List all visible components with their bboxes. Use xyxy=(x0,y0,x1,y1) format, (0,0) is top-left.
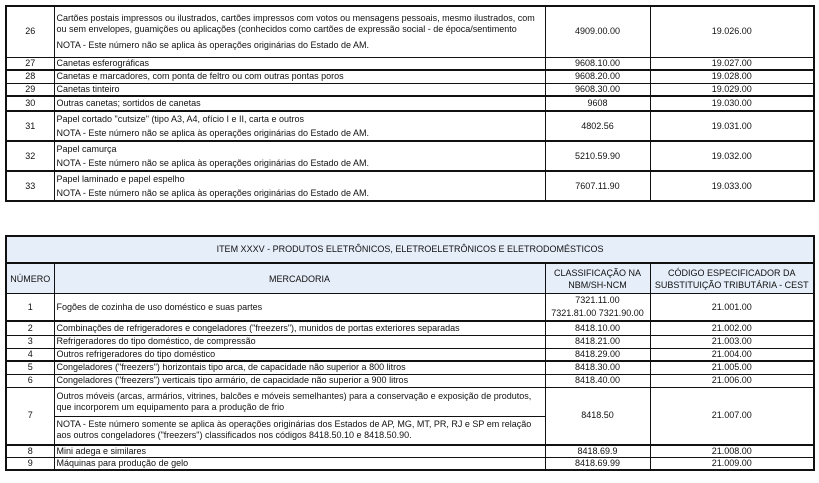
table-row xyxy=(6,70,814,83)
nota-text: NOTA - Este número somente se aplica às operações originárias dos Estados de AP, MG, MT, PR, RJ e SP em relação aos outros congeladores ("freezers") classificados nos códigos 8418.50.10 e 8418.50.90. xyxy=(55,416,545,441)
table-row xyxy=(6,141,814,171)
mercadoria-cell: Máquinas para produção de gelo xyxy=(54,458,545,471)
table-row xyxy=(6,6,814,57)
cest-cell: 21.005.00 xyxy=(650,361,814,374)
ncm-cell: 9608.20.00 xyxy=(545,70,650,83)
mercadoria-cell: Outros refrigeradores do tipo doméstico xyxy=(54,348,545,361)
cest-cell: 19.030.00 xyxy=(650,96,814,111)
mercadoria-cell xyxy=(54,171,545,201)
table-row xyxy=(6,445,814,458)
ncm-cell: 8418.69.9 xyxy=(545,445,650,458)
mercadoria-text: Outros móveis (arcas, armários, vitrines, balcões e móveis semelhantes) para a conservação e exposição de produtos, que incorporem um equipamento para a produção de frio xyxy=(56,390,532,412)
mercadoria-cell: Outras canetas; sortidos de canetas xyxy=(54,96,545,111)
cest-cell: 21.002.00 xyxy=(650,321,814,335)
numero-cell: 5 xyxy=(6,361,54,374)
table-title: ITEM XXXV - PRODUTOS ELETRÔNICOS, ELETROELETRÔNICOS E ELETRODOMÉSTICOS xyxy=(6,236,814,263)
mercadoria-text: Papel laminado e papel espelho xyxy=(56,174,185,184)
numero-cell: 27 xyxy=(6,57,54,70)
table-row xyxy=(6,458,814,471)
table-row xyxy=(6,96,814,111)
ncm-cell: 9608.10.00 xyxy=(545,57,650,70)
cest-cell: 19.032.00 xyxy=(650,141,814,171)
header-mercadoria: MERCADORIA xyxy=(54,263,545,294)
table-row xyxy=(6,321,814,335)
mercadoria-cell xyxy=(54,6,545,57)
mercadoria-text: Cartões postais impressos ou ilustrados, cartões impressos com votos ou mensagens pessoais, mesmo ilustrados, com ou sem envelopes, guamições ou aplicações (conhecidos como cartões de expressão social - de época/sentimento xyxy=(56,12,535,34)
cest-cell: 19.027.00 xyxy=(650,57,814,70)
table-row xyxy=(6,83,814,96)
mercadoria-cell xyxy=(54,111,545,141)
nota-text: NOTA - Este número não se aplica às operações originárias do Estado de AM. xyxy=(56,158,369,168)
numero-cell: 2 xyxy=(6,321,54,335)
cest-cell: 21.003.00 xyxy=(650,335,814,348)
cest-cell: 21.006.00 xyxy=(650,374,814,387)
table-title-row xyxy=(6,236,814,263)
numero-cell: 3 xyxy=(6,335,54,348)
nota-text: NOTA - Este número não se aplica às operações originárias do Estado de AM. xyxy=(56,128,369,138)
ncm-cell: 5210.59.90 xyxy=(545,141,650,171)
mercadoria-text: Papel camurça xyxy=(56,144,117,154)
numero-cell: 31 xyxy=(6,111,54,141)
cest-cell: 19.031.00 xyxy=(650,111,814,141)
numero-cell: 1 xyxy=(6,294,54,322)
numero-cell: 28 xyxy=(6,70,54,83)
cest-cell: 19.033.00 xyxy=(650,171,814,201)
cest-cell: 19.028.00 xyxy=(650,70,814,83)
numero-cell: 33 xyxy=(6,171,54,201)
mercadoria-text: Papel cortado "cutsize" (tipo A3, A4, ofício I e II, carta e outros xyxy=(56,114,305,124)
ncm-text-2: 7321.81.00 7321.90.00 xyxy=(551,308,644,318)
table-row xyxy=(6,348,814,361)
table-row xyxy=(6,387,814,445)
table-row xyxy=(6,335,814,348)
ncm-cell: 8418.10.00 xyxy=(545,321,650,335)
cest-cell: 19.026.00 xyxy=(650,6,814,57)
ncm-cell: 4802.56 xyxy=(545,111,650,141)
ncm-cell: 8418.40.00 xyxy=(545,374,650,387)
mercadoria-cell: Canetas e marcadores, com ponta de feltro ou com outras pontas poros xyxy=(54,70,545,83)
ncm-text: 7321.11.00 xyxy=(575,295,620,305)
table-row xyxy=(6,361,814,374)
table-header-row xyxy=(6,263,814,294)
numero-cell: 29 xyxy=(6,83,54,96)
cest-cell: 21.007.00 xyxy=(650,387,814,445)
header-cest: CÓDIGO ESPECIFICADOR DA SUBSTITUIÇÃO TRIBUTÁRIA - CEST xyxy=(650,263,814,294)
cest-cell: 21.008.00 xyxy=(650,445,814,458)
ncm-cell: 8418.21.00 xyxy=(545,335,650,348)
ncm-cell: 8418.29.00 xyxy=(545,348,650,361)
header-numero: NÚMERO xyxy=(6,263,54,294)
mercadoria-cell: Canetas esferográficas xyxy=(54,57,545,70)
mercadoria-cell: Mini adega e similares xyxy=(54,445,545,458)
mercadoria-cell: Congeladores ("freezers") verticais tipo armário, de capacidade não superior a 900 litros xyxy=(54,374,545,387)
table-row xyxy=(6,171,814,201)
numero-cell: 4 xyxy=(6,348,54,361)
ncm-cell: 8418.50 xyxy=(545,387,650,445)
cest-cell: 19.029.00 xyxy=(650,83,814,96)
ncm-cell: 8418.30.00 xyxy=(545,361,650,374)
numero-cell: 32 xyxy=(6,141,54,171)
cest-cell: 21.001.00 xyxy=(650,294,814,322)
mercadoria-cell: Canetas tinteiro xyxy=(54,83,545,96)
nota-text: NOTA - Este número não se aplica às operações originárias do Estado de AM. xyxy=(56,39,369,50)
ncm-cell: 9608 xyxy=(545,96,650,111)
numero-cell: 8 xyxy=(6,445,54,458)
ncm-cell: 7607.11.90 xyxy=(545,171,650,201)
ncm-cell: 8418.69.99 xyxy=(545,458,650,471)
mercadoria-cell xyxy=(54,141,545,171)
ncm-cell xyxy=(545,294,650,322)
ncm-cell: 4909.00.00 xyxy=(545,6,650,57)
item-xxxv-table xyxy=(5,235,815,471)
items-table-continued xyxy=(5,5,815,202)
mercadoria-cell: Fogões de cozinha de uso doméstico e suas partes xyxy=(54,294,545,322)
numero-cell: 7 xyxy=(6,387,54,445)
numero-cell: 26 xyxy=(6,6,54,57)
mercadoria-cell: Congeladores ("freezers") horizontais tipo arca, de capacidade não superior a 800 litros xyxy=(54,361,545,374)
cest-cell: 21.009.00 xyxy=(650,458,814,471)
ncm-cell: 9608.30.00 xyxy=(545,83,650,96)
numero-cell: 30 xyxy=(6,96,54,111)
mercadoria-cell xyxy=(54,387,545,445)
header-ncm: CLASSIFICAÇÃO NA NBM/SH-NCM xyxy=(545,263,650,294)
table-row xyxy=(6,374,814,387)
table-row xyxy=(6,111,814,141)
mercadoria-cell: Combinações de refrigeradores e congeladores ("freezers"), munidos de portas exteriores separadas xyxy=(54,321,545,335)
numero-cell: 6 xyxy=(6,374,54,387)
table-row xyxy=(6,57,814,70)
numero-cell: 9 xyxy=(6,458,54,471)
mercadoria-cell: Refrigeradores do tipo doméstico, de compressão xyxy=(54,335,545,348)
cest-cell: 21.004.00 xyxy=(650,348,814,361)
table-row xyxy=(6,294,814,322)
nota-text: NOTA - Este número não se aplica às operações originárias do Estado de AM. xyxy=(56,188,369,198)
